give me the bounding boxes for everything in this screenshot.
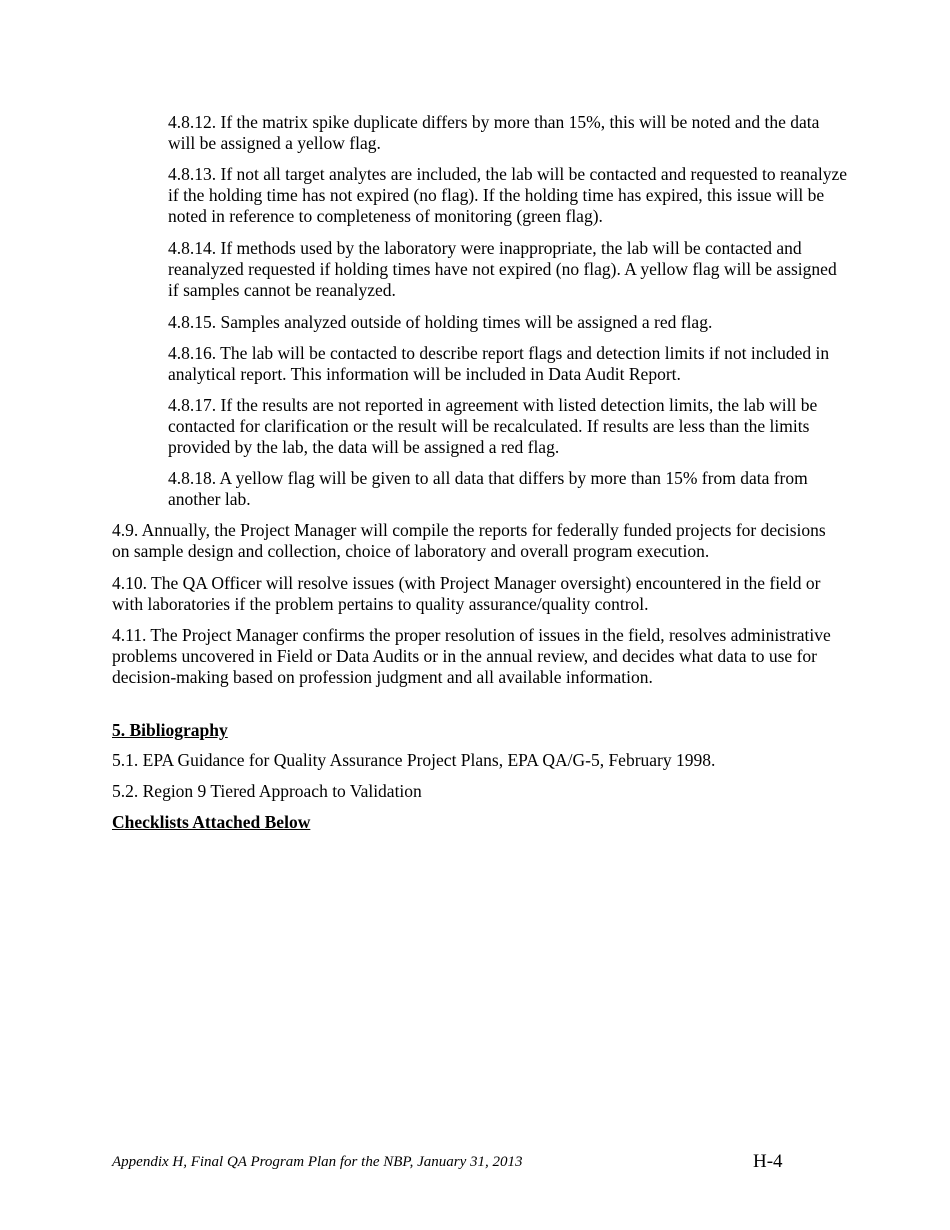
bibliography-heading: 5. Bibliography [112,720,228,740]
section-4-8-12: 4.8.12. If the matrix spike duplicate differs by more than 15%, this will be noted and the data will be assigned a yellow flag. [168,112,820,154]
page-number: H-4 [753,1151,783,1172]
section-4-8-18: 4.8.18. A yellow flag will be given to all data that differs by more than 15% from data from another lab. [168,468,808,510]
section-4-8-15: 4.8.15. Samples analyzed outside of holding times will be assigned a red flag. [168,312,713,332]
section-4-9: 4.9. Annually, the Project Manager will compile the reports for federally funded projects for decisions on sample design and collection, choice of laboratory and overall program execution. [112,520,826,562]
section-4-8-16: 4.8.16. The lab will be contacted to describe report flags and detection limits if not included in analytical report. This information will be included in Data Audit Report. [168,343,830,385]
section-4-8-13: 4.8.13. If not all target analytes are included, the lab will be contacted and requested to reanalyze if the holding time has not expired (no flag). If the holding time has expired, this issue will be noted in reference to completeness of monitoring (green flag). [168,164,847,227]
bibliography-item-5-2: 5.2. Region 9 Tiered Approach to Validation [112,781,422,801]
section-4-10: 4.10. The QA Officer will resolve issues (with Project Manager oversight) encountered in the field or with laboratories if the problem pertains to quality assurance/quality control. [112,573,821,615]
bibliography-item-5-1: 5.1. EPA Guidance for Quality Assurance Project Plans, EPA QA/G-5, February 1998. [112,750,716,770]
section-4-8-14: 4.8.14. If methods used by the laboratory were inappropriate, the lab will be contacted and reanalyzed requested if holding times have not expired (no flag). A yellow flag will be assigned if samples cannot be reanalyzed. [168,238,837,301]
section-4-8-17: 4.8.17. If the results are not reported in agreement with listed detection limits, the lab will be contacted for clarification or the result will be recalculated. If results are less than the limits provided by the lab, the data will be assigned a red flag. [168,395,818,458]
checklists-heading: Checklists Attached Below [112,812,311,832]
footer-document-title: Appendix H, Final QA Program Plan for the NBP, January 31, 2013 [112,1154,523,1170]
section-4-11: 4.11. The Project Manager confirms the proper resolution of issues in the field, resolves administrative problems uncovered in Field or Data Audits or in the annual review, and decides what data to use for decision-making based on profession judgment and all available information. [112,625,831,688]
